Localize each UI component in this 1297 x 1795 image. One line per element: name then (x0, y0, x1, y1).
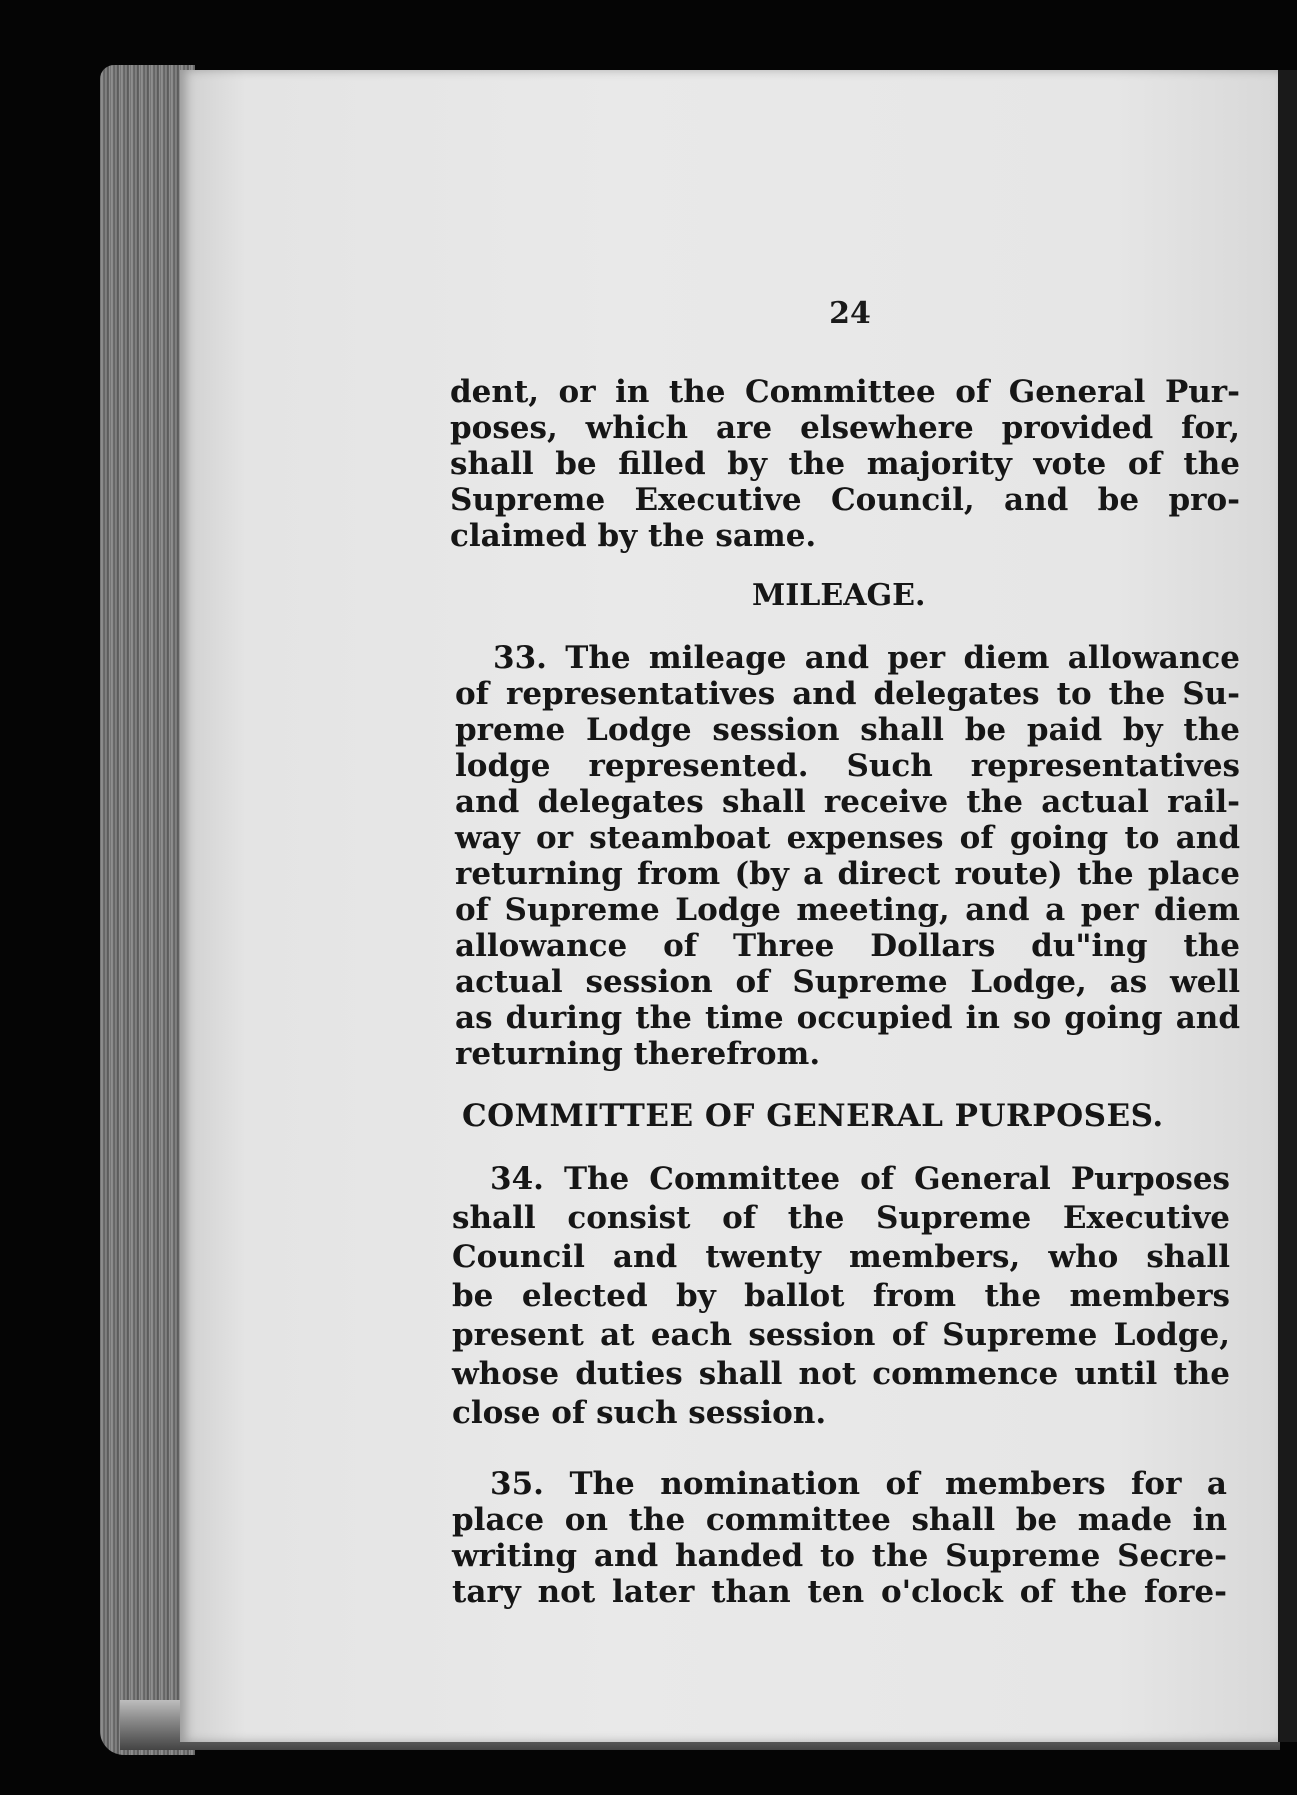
page-number: 24 (829, 296, 871, 331)
paragraph-35 (452, 1466, 1227, 1610)
text-line: tary not later than ten o'clock of the fore- (452, 1574, 1227, 1610)
text-line: writing and handed to the Supreme Secre- (452, 1538, 1227, 1574)
paragraph-intro (450, 374, 1240, 554)
paragraph-33 (455, 640, 1240, 1072)
text-line: present at each session of Supreme Lodge, (452, 1317, 1230, 1353)
text-line: allowance of Three Dollars du"ing the (455, 928, 1240, 964)
text-line: be elected by ballot from the members (452, 1278, 1230, 1314)
text-line: 35. The nomination of members for a (490, 1466, 1227, 1502)
scan-border (1278, 70, 1297, 1742)
text-line: Supreme Executive Council, and be pro- (450, 482, 1240, 518)
text-line: Council and twenty members, who shall (452, 1239, 1230, 1275)
text-line: 34. The Committee of General Purposes (490, 1161, 1230, 1197)
paragraph-34 (452, 1160, 1230, 1433)
text-line: close of such session. (452, 1395, 827, 1431)
text-line: shall consist of the Supreme Executive (452, 1200, 1230, 1236)
text-line: poses, which are elsewhere provided for, (450, 410, 1240, 446)
text-line: place on the committee shall be made in (452, 1502, 1227, 1538)
text-line: shall be filled by the majority vote of the (450, 446, 1240, 482)
text-line: and delegates shall receive the actual rail- (455, 784, 1240, 820)
text-line: lodge represented. Such representatives (455, 748, 1240, 784)
text-line: way or steamboat expenses of going to and (455, 820, 1240, 856)
text-line: actual session of Supreme Lodge, as well (455, 964, 1240, 1000)
section-heading-committee: COMMITTEE OF GENERAL PURPOSES. (462, 1098, 1164, 1134)
text-line: claimed by the same. (450, 518, 817, 554)
text-line: of representatives and delegates to the Su- (455, 676, 1240, 712)
text-line: 33. The mileage and per diem allowance (493, 640, 1240, 676)
text-line: returning from (by a direct route) the place (455, 856, 1240, 892)
text-line: whose duties shall not commence until the (452, 1356, 1230, 1392)
text-line: returning therefrom. (455, 1036, 821, 1072)
text-line: dent, or in the Committee of General Pur- (450, 374, 1240, 410)
text-line: as during the time occupied in so going and (455, 1000, 1240, 1036)
text-line: preme Lodge session shall be paid by the (455, 712, 1240, 748)
section-heading-mileage: MILEAGE. (752, 578, 926, 613)
text-line: of Supreme Lodge meeting, and a per diem (455, 892, 1240, 928)
